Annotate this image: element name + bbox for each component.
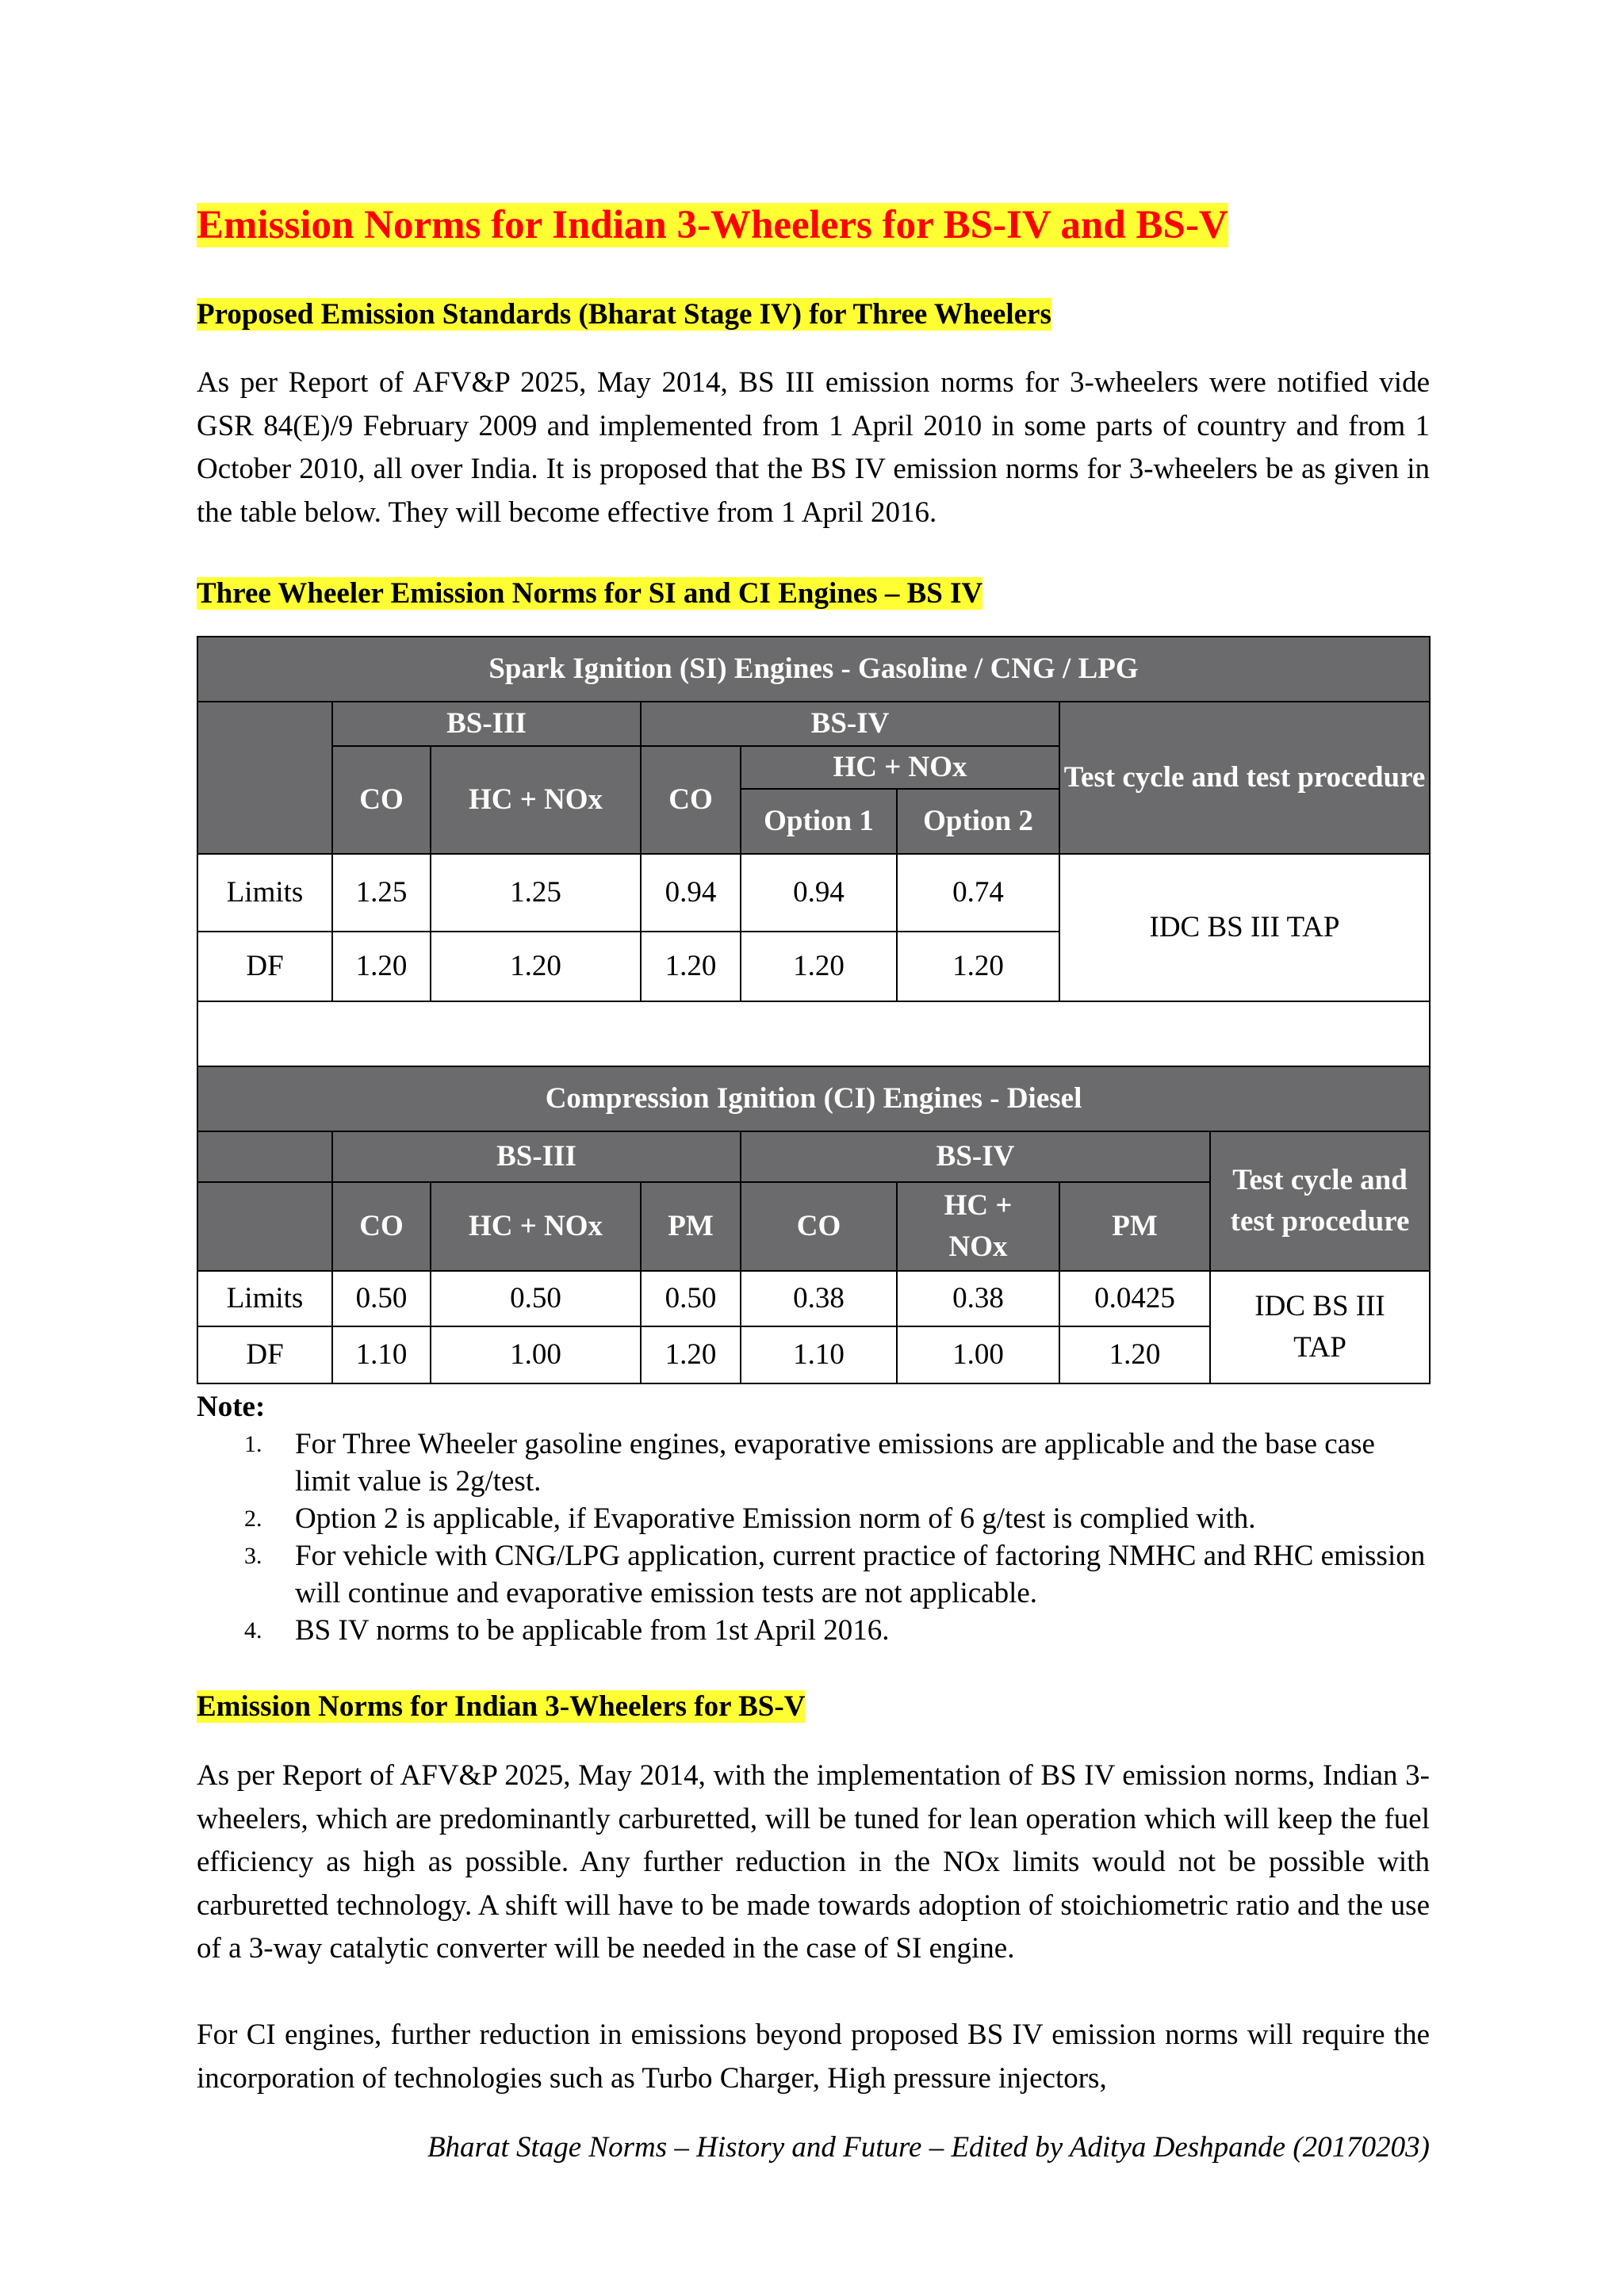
table-heading: Three Wheeler Emission Norms for SI and CI Engines – BS IV [197, 577, 983, 610]
notes-list [197, 1425, 1430, 1649]
ci-bs4-hcnox-header: HC + NOx [897, 1182, 1059, 1271]
si-bs4-hcnox-header: HC + NOx [741, 746, 1059, 789]
ci-bs4-pm-header: PM [1059, 1182, 1210, 1271]
note-text: Option 2 is applicable, if Evaporative Emission norm of 6 g/test is complied with. [295, 1502, 1256, 1535]
ci-cell: 0.0425 [1059, 1271, 1210, 1326]
ci-row-label: Limits [197, 1271, 332, 1326]
ci-engines-table [197, 1066, 1431, 1384]
note-item [197, 1537, 1430, 1612]
ci-cell: 1.10 [332, 1326, 431, 1383]
si-row-label: Limits [197, 854, 332, 932]
ci-bs3-header: BS-III [332, 1131, 741, 1182]
si-cell: 1.20 [897, 932, 1059, 1001]
si-table-corner [197, 702, 332, 854]
ci-cell: 1.20 [641, 1326, 741, 1383]
section-heading-bs4-proposed: Proposed Emission Standards (Bharat Stage IV) for Three Wheelers [197, 298, 1051, 331]
ci-cell: 1.00 [897, 1326, 1059, 1383]
si-cell: 1.20 [332, 932, 431, 1001]
si-cell: 1.25 [431, 854, 641, 932]
ci-cell: 1.20 [1059, 1326, 1210, 1383]
note-item [197, 1612, 1430, 1649]
si-bs4-header: BS-IV [641, 702, 1059, 746]
ci-table-corner-bottom [197, 1182, 332, 1271]
si-table-title: Spark Ignition (SI) Engines - Gasoline / CNG / LPG [197, 637, 1430, 702]
si-option2-header: Option 2 [897, 789, 1059, 854]
note-text: BS IV norms to be applicable from 1st April 2016. [295, 1614, 890, 1647]
note-item [197, 1425, 1430, 1500]
si-procedure-cell: IDC BS III TAP [1059, 854, 1430, 1001]
ci-cell: 1.10 [741, 1326, 897, 1383]
si-bs3-hcnox-header: HC + NOx [431, 746, 641, 854]
page-title: Emission Norms for Indian 3-Wheelers for BS-IV and BS-V [197, 203, 1228, 247]
ci-cell: 0.50 [332, 1271, 431, 1326]
ci-bs4-header: BS-IV [741, 1131, 1210, 1182]
si-bs4-co-header: CO [641, 746, 741, 854]
ci-cell: 0.50 [431, 1271, 641, 1326]
si-option1-header: Option 1 [741, 789, 897, 854]
si-cell: 1.20 [641, 932, 741, 1001]
note-number: 3. [244, 1543, 262, 1569]
ci-bs3-pm-header: PM [641, 1182, 741, 1271]
ci-bs3-hcnox-header: HC + NOx [431, 1182, 641, 1271]
si-cell: 0.94 [741, 854, 897, 932]
si-bs3-co-header: CO [332, 746, 431, 854]
si-bs3-header: BS-III [332, 702, 641, 746]
ci-cell: 1.00 [431, 1326, 641, 1383]
ci-cell: 0.38 [741, 1271, 897, 1326]
section-heading-bs5: Emission Norms for Indian 3-Wheelers for BS-V [197, 1690, 806, 1723]
note-number: 2. [244, 1506, 262, 1532]
note-number: 1. [244, 1431, 262, 1457]
si-cell: 1.25 [332, 854, 431, 932]
ci-cell: 0.38 [897, 1271, 1059, 1326]
ci-row-label: DF [197, 1326, 332, 1383]
si-cell: 1.20 [431, 932, 641, 1001]
ci-engines-paragraph: For CI engines, further reduction in emissions beyond proposed BS IV emission norms will require the incorporation of technologies such as Turbo Charger, High pressure injectors, [197, 2019, 1430, 2095]
si-cell: 0.94 [641, 854, 741, 932]
note-text: For Three Wheeler gasoline engines, evaporative emissions are applicable and the base case limit value is 2g/test. [295, 1428, 1375, 1498]
ci-bs3-co-header: CO [332, 1182, 431, 1271]
si-row-label: DF [197, 932, 332, 1001]
ci-table-corner-top [197, 1131, 332, 1182]
ci-table-title: Compression Ignition (CI) Engines - Diesel [197, 1066, 1430, 1131]
note-number: 4. [244, 1617, 262, 1644]
si-cell: 1.20 [741, 932, 897, 1001]
ci-bs4-co-header: CO [741, 1182, 897, 1271]
si-test-cycle-header: Test cycle and test procedure [1059, 702, 1430, 854]
note-item [197, 1500, 1430, 1537]
page-footer: Bharat Stage Norms – History and Future – Edited by Aditya Deshpande (20170203) [427, 2131, 1430, 2164]
table-spacer-row [197, 1001, 1430, 1066]
notes-label: Note: [197, 1391, 266, 1423]
ci-cell: 0.50 [641, 1271, 741, 1326]
ci-procedure-cell: IDC BS III TAP [1210, 1271, 1430, 1383]
note-text: For vehicle with CNG/LPG application, current practice of factoring NMHC and RHC emission will continue and evaporative emission tests are not applicable. [295, 1540, 1426, 1609]
si-cell: 0.74 [897, 854, 1059, 932]
ci-test-cycle-header: Test cycle and test procedure [1210, 1131, 1430, 1271]
bs5-paragraph: As per Report of AFV&P 2025, May 2014, with the implementation of BS IV emission norms, Indian 3-wheelers, which are predominantly carburetted, will be tuned for lean operation which will keep the fuel efficiency as high as possible. Any further reduction in the NOx limits would not be possible with carburetted technology. A shift will have to be made towards adoption of stoichiometric ratio and the use of a 3-way catalytic converter will be needed in the case of SI engine. [197, 1759, 1430, 1965]
intro-paragraph: As per Report of AFV&P 2025, May 2014, BS III emission norms for 3-wheelers were notified vide GSR 84(E)/9 February 2009 and implemented from 1 April 2010 in some parts of country and from 1 October 2010, all over India. It is proposed that the BS IV emission norms for 3-wheelers be as given in the table below. They will become effective from 1 April 2016. [197, 366, 1430, 529]
si-engines-table [197, 636, 1431, 1067]
